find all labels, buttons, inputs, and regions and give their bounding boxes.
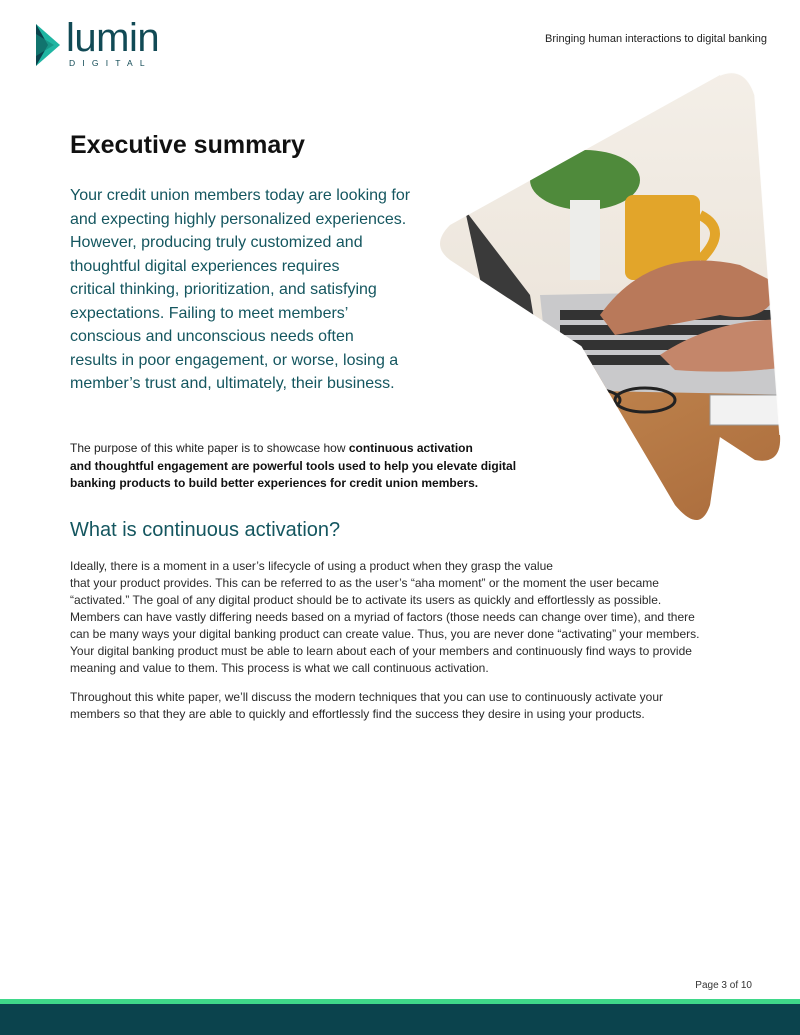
- purpose-plain-text: The purpose of this white paper is to showcase how: [70, 441, 349, 455]
- paragraph-line: can be many ways your digital banking product can create value. Thus, you are never done “activating” your members.: [70, 627, 700, 641]
- intro-line: expectations. Failing to meet members’: [70, 304, 349, 322]
- paragraph-line: members so that they are able to quickly and effortlessly find the success they desire in using your products.: [70, 707, 645, 721]
- intro-line: critical thinking, prioritization, and satisfying: [70, 281, 377, 298]
- continuous-activation-paragraph-2: [70, 689, 735, 723]
- intro-line: and expecting highly personalized experiences.: [70, 210, 407, 228]
- continuous-activation-paragraph-1: [70, 558, 735, 677]
- intro-line: member’s trust and, ultimately, their business.: [70, 375, 395, 392]
- paragraph-line: that your product provides. This can be referred to as the user’s “aha moment” or the moment the user became: [70, 576, 659, 590]
- paragraph-line: Members can have vastly differing needs based on a myriad of factors (those needs can change over time), and there: [70, 610, 695, 624]
- executive-summary-title: Executive summary: [70, 131, 305, 159]
- executive-summary-intro: [70, 184, 440, 396]
- page-number: Page 3 of 10: [695, 980, 752, 991]
- continuous-activation-title: What is continuous activation?: [70, 519, 341, 541]
- intro-line: Your credit union members today are looking for: [70, 187, 411, 204]
- lumin-digital-logo: [34, 16, 164, 72]
- purpose-bold-text: and thoughtful engagement are powerful tools used to help you elevate digital: [70, 458, 517, 473]
- paragraph-line: “activated.” The goal of any digital product should be to activate its users as quickly and effortlessly as possible.: [70, 593, 662, 607]
- footer-bar: [0, 1004, 800, 1035]
- purpose-bold-text: banking products to build better experiences for credit union members.: [70, 476, 479, 490]
- paragraph-line: Throughout this white paper, we’ll discuss the modern techniques that you can use to continuously activate your: [70, 690, 664, 704]
- purpose-paragraph: [70, 440, 540, 493]
- logo-wordmark: lumin: [66, 16, 160, 60]
- intro-line: thoughtful digital experiences requires: [70, 257, 340, 275]
- purpose-bold-text: continuous activation: [348, 441, 473, 455]
- lumin-logo-mark-icon: [34, 24, 62, 66]
- logo-subtitle: DIGITAL: [69, 58, 152, 68]
- header-tagline: Bringing human interactions to digital banking: [545, 33, 767, 45]
- paragraph-line: meaning and value to them. This process is what we call continuous activation.: [70, 661, 489, 675]
- intro-line: However, producing truly customized and: [70, 234, 363, 251]
- intro-line: conscious and unconscious needs often: [70, 328, 354, 345]
- intro-line: results in poor engagement, or worse, losing a: [70, 351, 399, 369]
- paragraph-line: Ideally, there is a moment in a user’s lifecycle of using a product when they grasp the value: [70, 559, 553, 573]
- paragraph-line: Your digital banking product must be able to learn about each of your members and continuously find ways to provide: [70, 644, 692, 658]
